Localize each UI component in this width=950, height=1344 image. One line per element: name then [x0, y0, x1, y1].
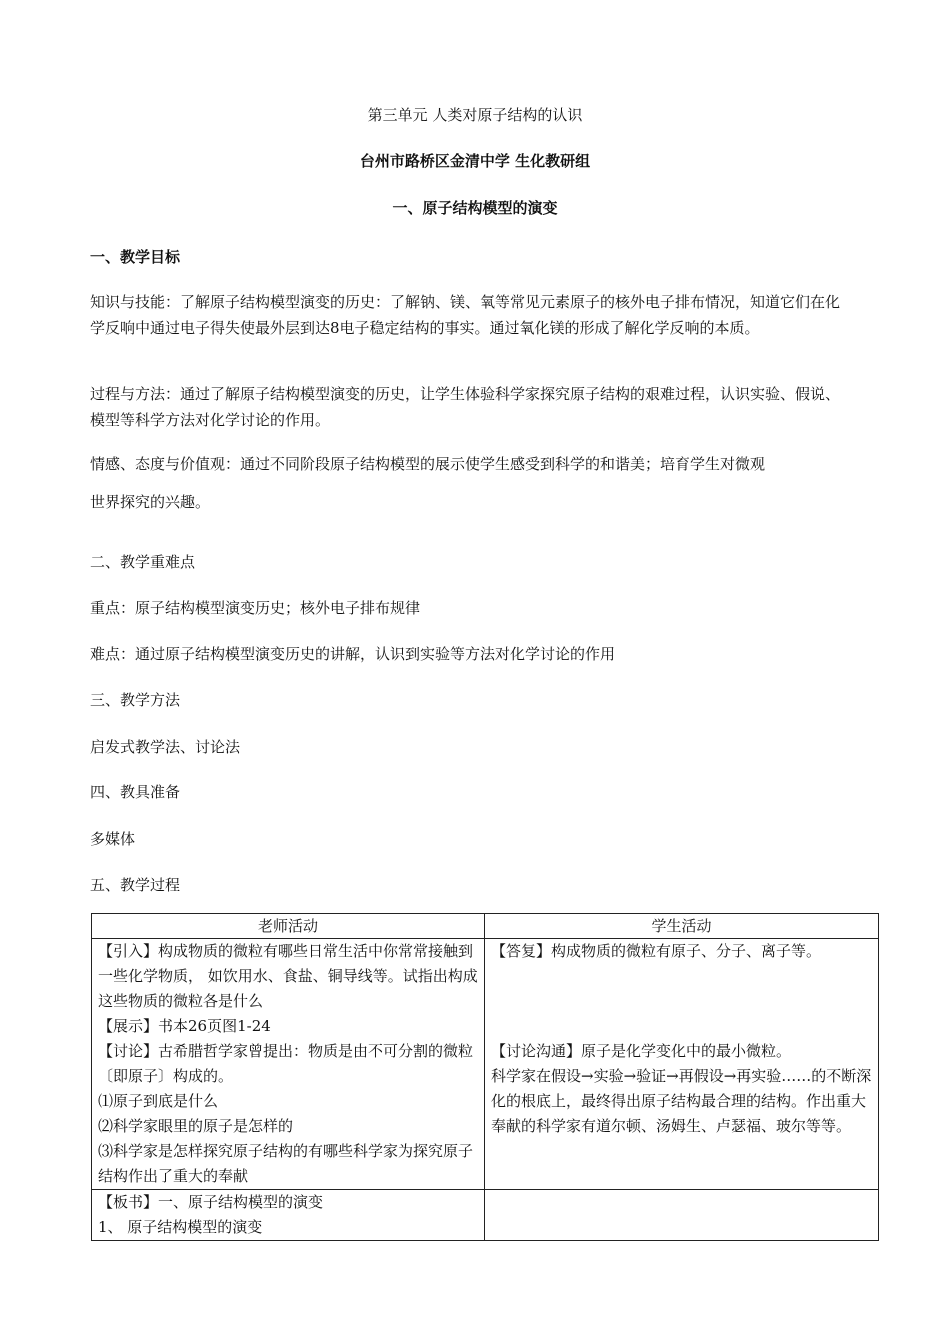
- teacher-question-2: ⑵科学家眼里的原子是怎样的: [98, 1117, 294, 1135]
- goal-emotion-line-1: 情感、态度与价值观：通过不同阶段原子结构模型的展示使学生感受到科学的和谐美；培育学生对微观: [90, 455, 766, 473]
- section-heading-process: 五、教学过程: [90, 876, 181, 894]
- teacher-intro: 【引入】构成物质的微粒有哪些日常生活中你常常接触到一些化学物质， 如饮用水、食盐、铜导线等。试指出构成这些物质的微粒各是什么: [98, 942, 478, 1010]
- section-heading-goals: 一、教学目标: [90, 248, 181, 266]
- goal-process: 过程与方法：通过了解原子结构模型演变的历史，让学生体验科学家探究原子结构的艰难过程，认识实验、假说、模型等科学方法对化学讨论的作用。: [90, 385, 841, 429]
- key-point: 重点：原子结构模型演变历史；核外电子排布规律: [90, 599, 421, 617]
- student-discuss: 【讨论沟通】原子是化学变化中的最小微粒。: [491, 1042, 792, 1060]
- teacher-question-1: ⑴原子到底是什么: [98, 1092, 219, 1110]
- school-name: 台州市路桥区金清中学 生化教研组: [359, 152, 591, 170]
- lesson-title: 一、原子结构模型的演变: [392, 199, 558, 217]
- section-heading-method: 三、教学方法: [90, 691, 181, 709]
- tools-text: 多媒体: [90, 830, 136, 848]
- goal-knowledge: 知识与技能：了解原子结构模型演变的历史：了解钠、镁、氧等常见元素原子的核外电子排布情况，知道它们在化学反响中通过电子得失使最外层到达8电子稳定结构的事实。通过氧化镁的形成了解化学反响的本质。: [90, 293, 841, 337]
- teaching-process-table: [91, 913, 879, 1241]
- teacher-question-3: ⑶科学家是怎样探究原子结构的有哪些科学家为探究原子结构作出了重大的奉献: [98, 1142, 474, 1185]
- teacher-cell: [92, 1190, 485, 1241]
- header-teacher: 老师活动: [92, 914, 485, 939]
- teacher-show: 【展示】书本26页图1-24: [98, 1017, 271, 1035]
- student-answer: 【答复】构成物质的微粒有原子、分子、离子等。: [491, 942, 822, 960]
- section-heading-tools: 四、教具准备: [90, 783, 181, 801]
- header-student: 学生活动: [485, 914, 879, 939]
- student-cell: [485, 1190, 879, 1241]
- teacher-board-item: 1、 原子结构模型的演变: [98, 1218, 263, 1236]
- difficult-point: 难点：通过原子结构模型演变历史的讲解，认识到实验等方法对化学讨论的作用: [90, 645, 616, 663]
- method-text: 启发式教学法、讨论法: [90, 738, 241, 756]
- student-cell: [485, 939, 879, 1190]
- table-header-row: [92, 914, 879, 939]
- goal-emotion-line-2: 世界探究的兴趣。: [90, 493, 211, 511]
- document-title: 第三单元 人类对原子结构的认识: [367, 106, 583, 124]
- student-explain: 科学家在假设→实验→验证→再假设→再实验……的不断深化的根底上，最终得出原子结构最合理的结构。作出重大奉献的科学家有道尔顿、汤姆生、卢瑟福、玻尔等等。: [491, 1067, 872, 1135]
- teacher-cell: [92, 939, 485, 1190]
- teacher-discuss: 【讨论】古希腊哲学家曾提出：物质是由不可分割的微粒〔即原子〕构成的。: [98, 1042, 474, 1085]
- section-heading-key: 二、教学重难点: [90, 553, 196, 571]
- table-row: [92, 939, 879, 1190]
- table-row: [92, 1190, 879, 1241]
- teacher-board: 【板书】一、原子结构模型的演变: [98, 1193, 324, 1211]
